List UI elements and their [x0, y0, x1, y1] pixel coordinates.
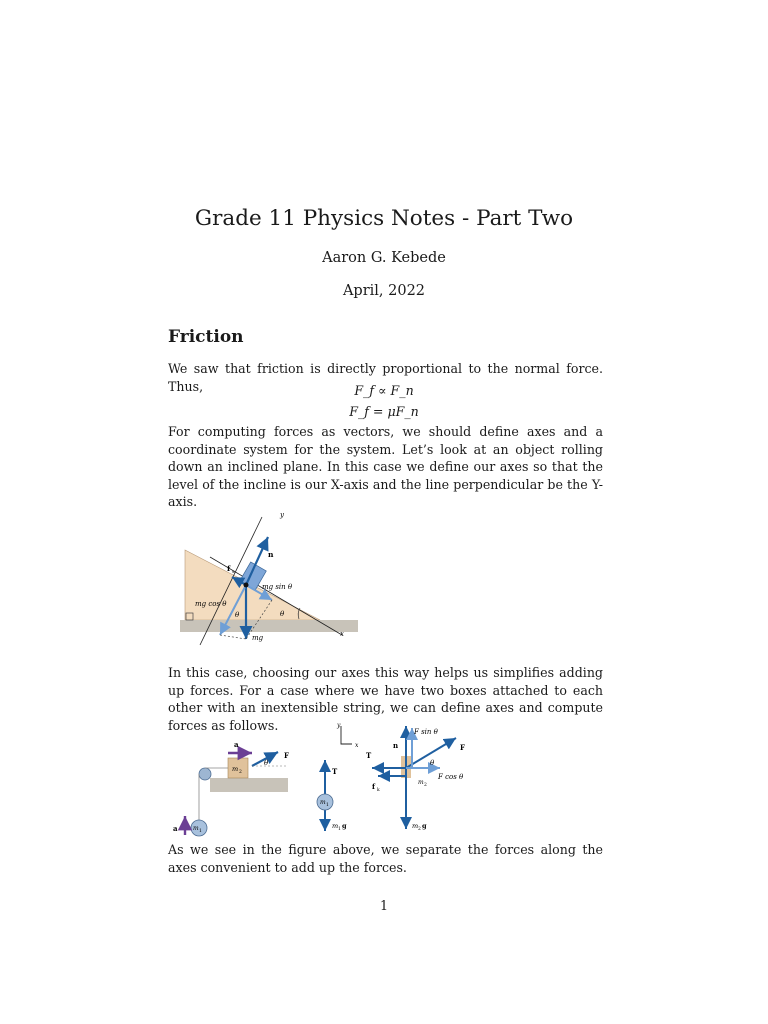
equation-friction: F_f = μF_n: [349, 404, 419, 419]
label-n-right: n: [393, 741, 399, 750]
label-y: y: [280, 511, 284, 519]
label-theta-a: θ: [235, 611, 240, 619]
label-m2-block-sub: 2: [239, 770, 242, 775]
label-m2-block: m: [232, 765, 239, 773]
ground: [180, 620, 358, 632]
document-date: April, 2022: [342, 283, 426, 299]
label-axis-x: x: [355, 742, 359, 749]
label-a-top: a: [234, 740, 239, 749]
label-theta-top: θ: [264, 759, 269, 767]
figure-inclined-plane: [170, 505, 360, 650]
label-m1g: m: [332, 822, 339, 830]
document-title: Grade 11 Physics Notes - Part Two: [194, 206, 574, 231]
center-point: [244, 583, 249, 588]
label-fk-sub: k: [377, 788, 380, 793]
label-theta-right: θ: [430, 759, 435, 767]
label-fs-sub: s: [232, 569, 235, 575]
label-mg-cos: mg cos θ: [195, 600, 227, 608]
equation-proportional: F_f ∝ F_n: [354, 383, 414, 398]
dashed-projection-2: [220, 635, 246, 639]
label-T-right: T: [366, 751, 372, 760]
label-m1-left: m: [193, 825, 199, 832]
page-number: 1: [379, 898, 388, 913]
table-surface: [210, 778, 288, 792]
section-heading: Friction: [168, 327, 244, 347]
figure-two-boxes: [168, 718, 508, 843]
label-a-left: a: [173, 824, 178, 833]
paragraph-1: We saw that friction is directly proportional to the normal force. Thus,: [168, 361, 603, 394]
axes-icon: [341, 726, 352, 744]
label-m2g-sub: 2: [418, 827, 421, 832]
label-m2-right-sub: 2: [424, 783, 427, 788]
label-axis-y: y: [337, 722, 341, 729]
label-mg-sin: mg sin θ: [262, 583, 293, 591]
label-x: x: [340, 630, 344, 638]
document-author: Aaron G. Kebede: [322, 250, 446, 266]
paragraph-3: In this case, choosing our axes this way helps us simplifies adding up forces. For a case where we have two boxes attached to each other with an inextensible string, we can define axes and compute forces as follows.: [168, 665, 603, 733]
label-F-top: F: [284, 751, 289, 760]
paragraph-4: As we see in the figure above, we separate the forces along the axes convenient to add up the forces.: [168, 842, 603, 875]
label-m2-right: m: [418, 779, 424, 786]
label-F-cos: F cos θ: [438, 773, 464, 781]
label-fk: f: [372, 782, 376, 791]
label-T-mid: T: [332, 767, 338, 776]
label-theta-b: θ: [280, 610, 285, 618]
label-m1-mid: m: [320, 799, 326, 806]
paragraph-2: For computing forces as vectors, we should define axes and a coordinate system for the system. Let’s look at an object rolling down an inclined plane. In this case we define our axes so that the level of the incline is our X-axis and the line perpendicular be the Y-axis.: [168, 424, 603, 509]
label-m1g-sub: 1: [338, 827, 341, 832]
label-n: n: [268, 550, 274, 559]
label-fs: f: [227, 564, 231, 573]
label-m1-left-sub: 1: [199, 829, 202, 834]
label-F-sin: F sin θ: [414, 728, 438, 736]
label-mg: mg: [252, 634, 264, 642]
label-m1-mid-sub: 1: [326, 803, 329, 808]
label-m2g-g: g: [422, 822, 427, 830]
label-m2g: m: [412, 822, 419, 830]
pulley: [199, 768, 211, 780]
label-m1g-g: g: [342, 822, 347, 830]
label-F-right: F: [460, 743, 465, 752]
